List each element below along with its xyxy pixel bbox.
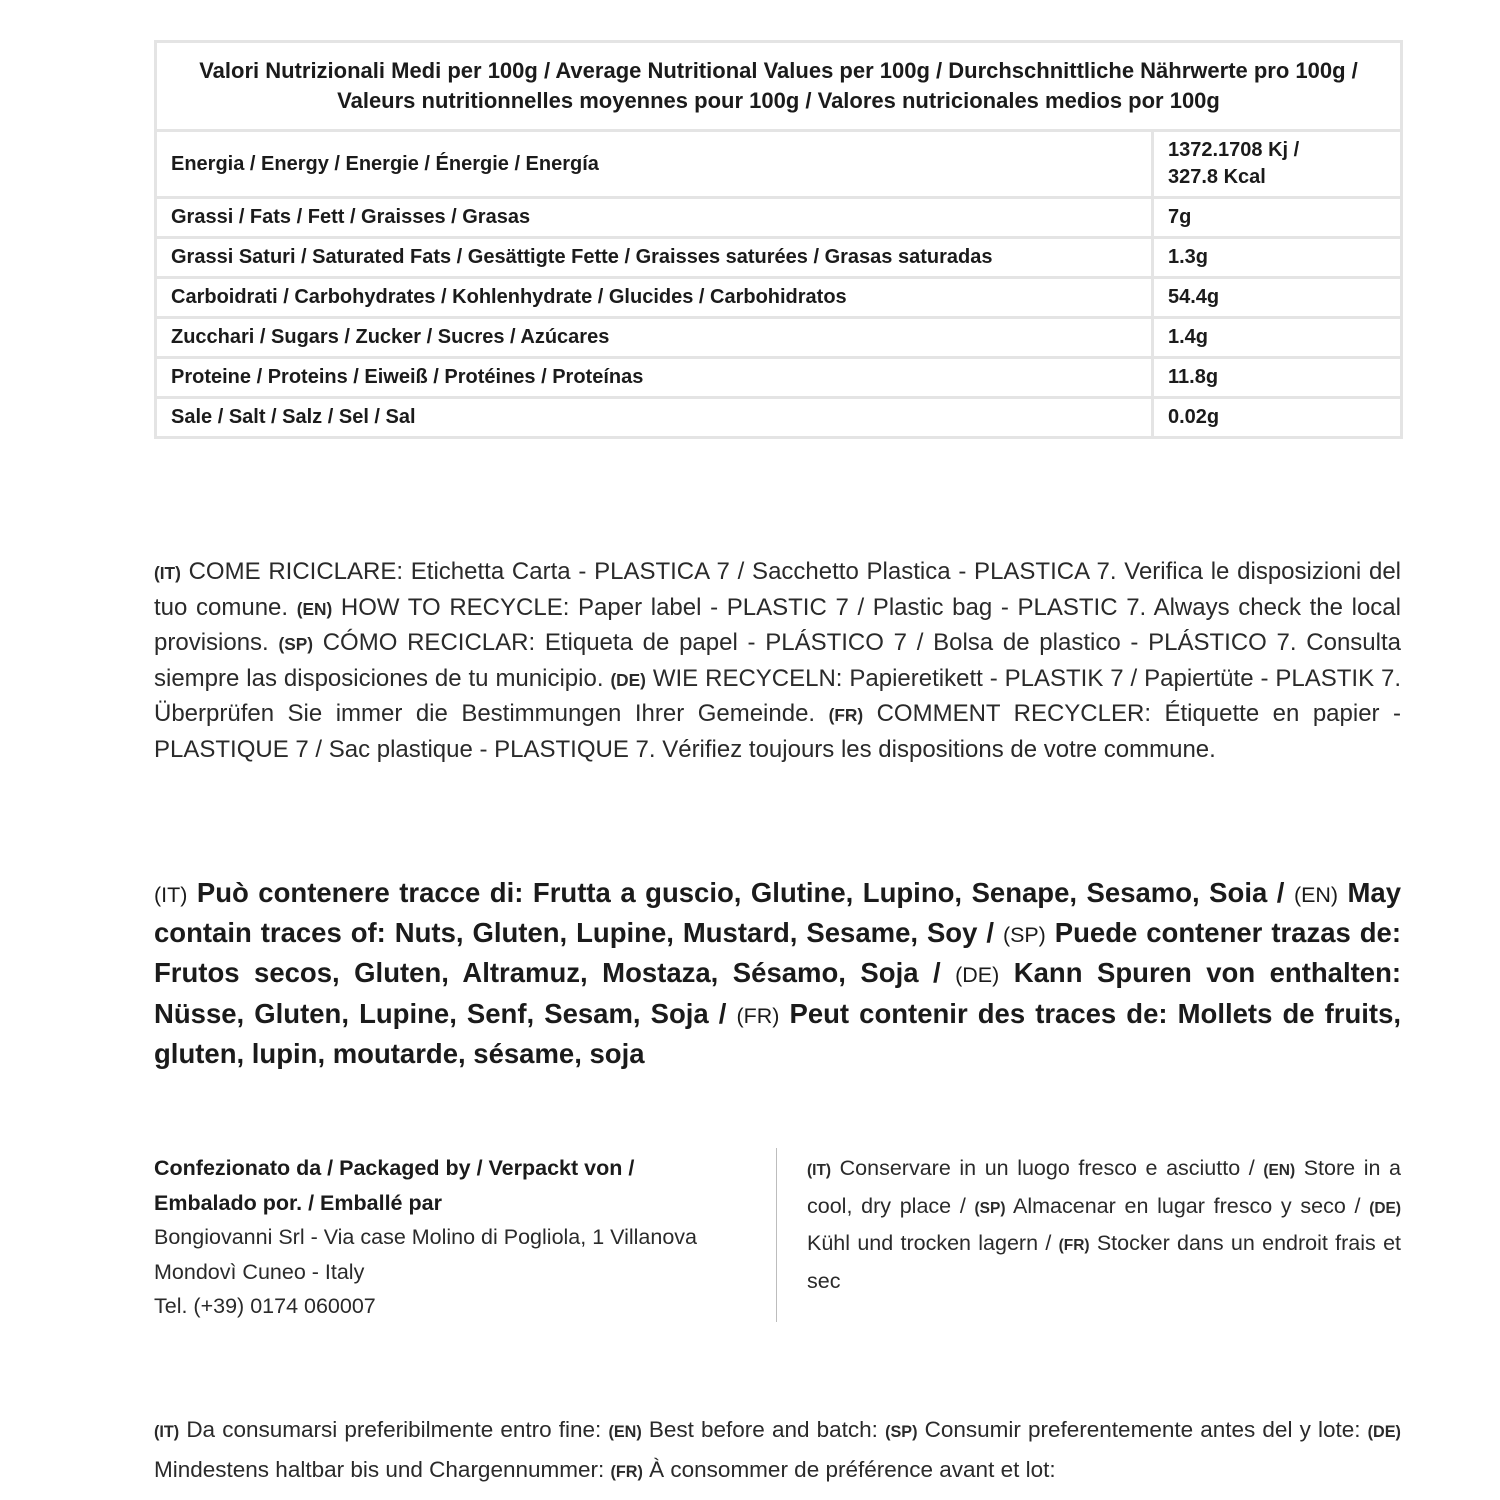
recycling-instructions <box>154 555 1401 767</box>
column-divider <box>776 1148 777 1322</box>
allergen-text-de: Kann Spuren von enthalten: Nüsse, Gluten, Lupine, Senf, Sesam, Soja / <box>154 957 1402 1029</box>
lang-tag: (DE) <box>1367 1423 1401 1441</box>
table-row <box>156 238 1402 278</box>
packager-heading-line2: Embalado por. / Emballé par <box>154 1190 442 1215</box>
storage-text-de: Kühl und trocken lagern / <box>807 1231 1052 1255</box>
recycling-text-sp: CÓMO RECICLAR: Etiqueta de papel - PLÁSTICO 7 / Bolsa de plastico - PLÁSTICO 7. Consulta siempre las disposiciones de tu municipio. <box>154 629 1402 692</box>
table-row <box>156 358 1402 398</box>
nutrition-table <box>154 40 1403 439</box>
lang-tag: (DE) <box>1369 1199 1401 1217</box>
nutrient-label: Grassi / Fats / Fett / Graisses / Grasas <box>156 198 1153 238</box>
table-row <box>156 318 1402 358</box>
storage-text-it: Conservare in un luogo fresco e asciutto / <box>839 1156 1255 1180</box>
lang-tag: (FR) <box>736 1003 780 1028</box>
best-before-text-de: Mindestens haltbar bis und Chargennummer: <box>154 1457 605 1482</box>
lang-tag: (IT) <box>807 1162 832 1179</box>
allergen-text-sp: Puede contener trazas de: Frutos secos, Gluten, Altramuz, Mostaza, Sésamo, Soja / <box>154 917 1402 989</box>
nutrient-label: Energia / Energy / Energie / Énergie / Energía <box>156 131 1153 198</box>
lang-tag: (EN) <box>608 1423 642 1441</box>
lang-tag: (IT) <box>154 883 188 907</box>
recycling-text-fr: COMMENT RECYCLER: Étiquette en papier - PLASTIQUE 7 / Sac plastique - PLASTIQUE 7. Vérifiez toujours les dispositions de votre commune. <box>154 700 1402 763</box>
recycling-text-de: WIE RECYCELN: Papieretikett - PLASTIK 7 / Papiertüte - PLASTIK 7. Überprüfen Sie immer die Bestimmungen Ihrer Gemeinde. <box>154 664 1402 728</box>
storage-text-sp: Almacenar en lugar fresco y seco / <box>1013 1193 1361 1218</box>
packager-phone: Tel. (+39) 0174 060007 <box>154 1294 376 1318</box>
table-row <box>156 398 1402 438</box>
lang-tag: (DE) <box>610 669 646 690</box>
packager-info <box>154 1151 754 1324</box>
storage-instructions <box>807 1151 1401 1298</box>
lang-tag: (IT) <box>154 563 181 583</box>
nutrient-value: 11.8g <box>1153 358 1402 398</box>
allergen-text-fr: Peut contenir des traces de: Mollets de fruits, gluten, lupin, moutarde, sésame, soja <box>154 997 1402 1069</box>
recycling-text-it: COME RICICLARE: Etichetta Carta - PLASTICA 7 / Sacchetto Plastica - PLASTICA 7. Verifica le disposizioni del tuo comune. <box>154 558 1401 621</box>
nutrient-value: 0.02g <box>1153 398 1402 438</box>
storage-text-fr: Stocker dans un endroit frais et sec <box>807 1231 1401 1293</box>
allergen-text-en: May contain traces of: Nuts, Gluten, Lupine, Mustard, Sesame, Soy / <box>154 877 1402 949</box>
nutrient-value: 54.4g <box>1153 278 1402 318</box>
lang-tag: (FR) <box>828 705 864 726</box>
recycling-text-en: HOW TO RECYCLE: Paper label - PLASTIC 7 / Plastic bag - PLASTIC 7. Always check the local provisions. <box>154 593 1401 657</box>
nutrient-label: Zucchari / Sugars / Zucker / Sucres / Azúcares <box>156 318 1153 358</box>
table-row <box>156 131 1402 198</box>
table-row <box>156 278 1402 318</box>
nutrient-value: 1.4g <box>1153 318 1402 358</box>
nutrient-label: Proteine / Proteins / Eiweiß / Protéines / Proteínas <box>156 358 1153 398</box>
nutrient-label: Carboidrati / Carbohydrates / Kohlenhydrate / Glucides / Carbohidratos <box>156 278 1153 318</box>
storage-text-en: Store in a cool, dry place / <box>807 1156 1401 1218</box>
lang-tag: (FR) <box>1058 1237 1090 1254</box>
lang-tag: (FR) <box>610 1463 643 1481</box>
lang-tag: (EN) <box>1293 883 1338 907</box>
lang-tag: (IT) <box>154 1423 180 1441</box>
lang-tag: (EN) <box>296 598 333 619</box>
best-before-text-fr: À consommer de préférence avant et lot: <box>649 1457 1056 1482</box>
nutrient-label: Grassi Saturi / Saturated Fats / Gesättigte Fette / Graisses saturées / Grasas saturadas <box>156 238 1153 278</box>
allergen-text-it: Può contenere tracce di: Frutta a guscio, Glutine, Lupino, Senape, Sesamo, Soia / <box>196 877 1285 908</box>
energy-kj: 1372.1708 Kj / <box>1168 139 1300 161</box>
lang-tag: (EN) <box>1263 1162 1296 1179</box>
lang-tag: (DE) <box>955 963 1000 988</box>
energy-kcal: 327.8 Kcal <box>1168 166 1266 188</box>
nutrition-table-header: Valori Nutrizionali Medi per 100g / Average Nutritional Values per 100g / Durchschnittliche Nährwerte pro 100g / Valeurs nutritionnelles moyennes pour 100g / Valores nutricionales medios por 100g <box>156 42 1402 131</box>
packager-heading-line1: Confezionato da / Packaged by / Verpackt von / <box>154 1156 635 1180</box>
best-before-notice <box>154 1411 1401 1491</box>
lang-tag: (SP) <box>278 634 313 655</box>
best-before-text-it: Da consumarsi preferibilmente entro fine: <box>186 1417 602 1442</box>
table-row <box>156 198 1402 238</box>
lang-tag: (SP) <box>1002 923 1046 948</box>
best-before-text-en: Best before and batch: <box>648 1417 878 1442</box>
nutrient-value: 1.3g <box>1153 238 1402 278</box>
packager-address-line2: Mondovì Cuneo - Italy <box>154 1259 365 1284</box>
nutrient-label: Sale / Salt / Salz / Sel / Sal <box>156 398 1153 438</box>
packager-address-line1: Bongiovanni Srl - Via case Molino di Pogliola, 1 Villanova <box>154 1225 698 1249</box>
allergen-warning <box>154 874 1401 1072</box>
nutrient-value <box>1153 131 1402 198</box>
lang-tag: (SP) <box>885 1423 918 1441</box>
lang-tag: (SP) <box>974 1199 1006 1217</box>
best-before-text-sp: Consumir preferentemente antes del y lote: <box>924 1417 1361 1442</box>
nutrient-value: 7g <box>1153 198 1402 238</box>
